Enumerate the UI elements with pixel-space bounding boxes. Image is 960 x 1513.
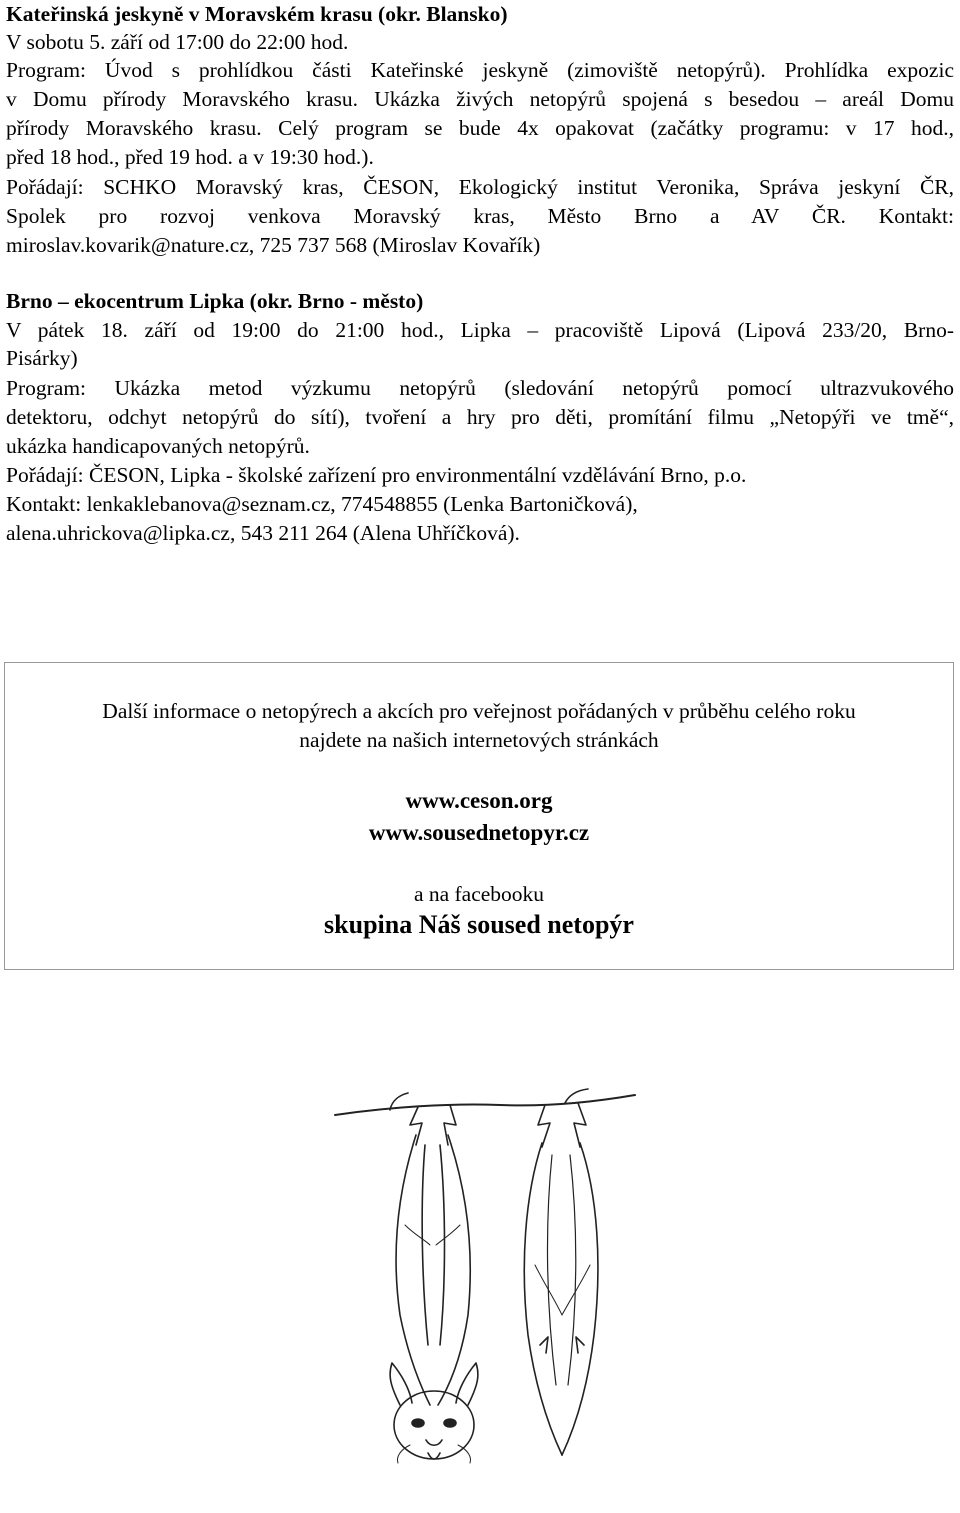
event1-title: Kateřinská jeskyně v Moravském krasu (okr. Blansko) bbox=[6, 2, 508, 26]
event2-title: Brno – ekocentrum Lipka (okr. Brno - město) bbox=[6, 289, 424, 313]
event2-organizers: Pořádají: ČESON, Lipka - školské zařízení pro environmentální vzdělávání Brno, p.o. bbox=[6, 463, 747, 487]
event2-date-line: V pátek 18. září od 19:00 do 21:00 hod., Lipka – pracoviště Lipová (Lipová 233/20, Brno- bbox=[6, 318, 954, 342]
event1-program-line: před 18 hod., před 19 hod. a v 19:30 hod.). bbox=[6, 145, 374, 169]
event2-program-line: Program: Ukázka metod výzkumu netopýrů (sledování netopýrů pomocí ultrazvukového bbox=[6, 376, 954, 400]
facebook-group: skupina Náš soused netopýr bbox=[324, 910, 634, 939]
event1-date: V sobotu 5. září od 17:00 do 22:00 hod. bbox=[6, 30, 349, 54]
event2-contact-line: Kontakt: lenkaklebanova@seznam.cz, 774548855 (Lenka Bartoničková), bbox=[6, 492, 638, 516]
hanging-bats-illustration bbox=[330, 1085, 640, 1510]
facebook-intro: a na facebooku bbox=[413, 882, 545, 906]
event2-program-line: ukázka handicapovaných netopýrů. bbox=[6, 434, 310, 458]
info-box bbox=[4, 662, 954, 970]
event1-organizers-line: Spolek pro rozvoj venkova Moravský kras, Město Brno a AV ČR. Kontakt: bbox=[6, 204, 954, 228]
website-link-ceson[interactable]: www.ceson.org bbox=[405, 788, 553, 813]
website-link-sousednetopyr[interactable]: www.sousednetopyr.cz bbox=[368, 820, 590, 845]
event2-program-line: detektoru, odchyt netopýrů do sítí), tvoření a hry pro děti, promítání filmu „Netopýři ve tmě“, bbox=[6, 405, 954, 429]
info-intro-line: Další informace o netopýrech a akcích pro veřejnost pořádaných v průběhu celého roku bbox=[102, 699, 856, 723]
event1-contact: miroslav.kovarik@nature.cz, 725 737 568 (Miroslav Kovařík) bbox=[6, 233, 541, 257]
event1-program-line: přírody Moravského krasu. Celý program se bude 4x opakovat (začátky programu: v 17 hod., bbox=[6, 116, 954, 140]
event1-program-line: v Domu přírody Moravského krasu. Ukázka živých netopýrů spojená s besedou – areál Domu bbox=[6, 87, 954, 111]
event2-contact-line: alena.uhrickova@lipka.cz, 543 211 264 (Alena Uhříčková). bbox=[6, 521, 520, 545]
event2-date-line: Pisárky) bbox=[6, 346, 78, 370]
event1-organizers-line: Pořádají: SCHKO Moravský kras, ČESON, Ekologický institut Veronika, Správa jeskyní ČR, bbox=[6, 175, 954, 199]
info-intro-line: najdete na našich internetových stránkách bbox=[299, 728, 659, 752]
event1-program-line: Program: Úvod s prohlídkou části Kateřinské jeskyně (zimoviště netopýrů). Prohlídka expozic bbox=[6, 58, 954, 82]
